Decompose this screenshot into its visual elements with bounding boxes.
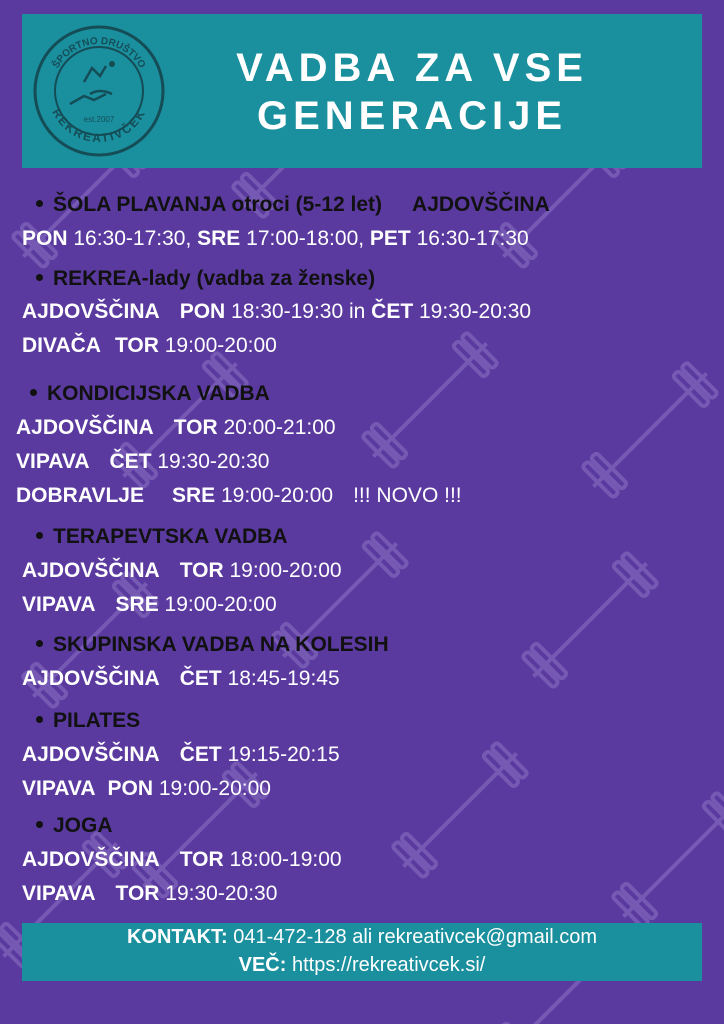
section-heading-conditioning: KONDICIJSKA VADBA — [30, 382, 270, 406]
barbell-icon — [388, 738, 532, 882]
schedule-row: VIPAVA TOR 19:30-20:30 — [22, 882, 278, 905]
section-heading-cycling: SKUPINSKA VADBA NA KOLESIH — [36, 633, 389, 657]
bullet-icon — [36, 532, 43, 539]
schedule-row: AJDOVŠČINA PON 18:30-19:30 in ČET 19:30-20:30 — [22, 300, 532, 323]
contact-value[interactable]: 041-472-128 ali rekreativcek@gmail.com — [227, 926, 598, 948]
barbell-icon — [608, 788, 724, 932]
website-link[interactable]: https://rekreativcek.si/ — [286, 954, 486, 976]
section-heading-pilates: PILATES — [36, 709, 140, 733]
bullet-icon — [36, 274, 43, 281]
schedule-row: DOBRAVLJE SRE 19:00-20:00 !!! NOVO !!! — [16, 484, 462, 507]
schedule-row: VIPAVA SRE 19:00-20:00 — [22, 593, 277, 616]
section-heading-therapeutic: TERAPEVTSKA VADBA — [36, 525, 288, 549]
schedule-row: VIPAVA PON 19:00-20:00 — [22, 777, 271, 800]
page-title — [172, 44, 652, 140]
barbell-icon — [358, 328, 502, 472]
barbell-icon — [578, 358, 722, 502]
schedule-row: AJDOVŠČINA ČET 19:15-20:15 — [22, 743, 340, 766]
schedule-row: AJDOVŠČINA TOR 18:00-19:00 — [22, 848, 342, 871]
bullet-icon — [36, 716, 43, 723]
contact-footer — [22, 923, 702, 981]
svg-text:REKREATIVČEK: REKREATIVČEK — [49, 106, 149, 146]
barbell-icon — [518, 548, 662, 692]
bullet-icon — [30, 389, 37, 396]
section-heading-yoga: JOGA — [36, 814, 113, 838]
svg-text:est.2007: est.2007 — [83, 115, 115, 124]
section-heading-swim-school: ŠOLA PLAVANJA otroci (5-12 let) AJDOVŠČINA — [36, 193, 550, 217]
schedule-row: PON 16:30-17:30, SRE 17:00-18:00, PET 16:30-17:30 — [22, 227, 529, 250]
bullet-icon — [36, 640, 43, 647]
bullet-icon — [36, 821, 43, 828]
new-badge: !!! NOVO !!! — [353, 484, 462, 507]
header-banner — [22, 14, 702, 168]
contact-row: KONTAKT: 041-472-128 ali rekreativcek@gmail.com — [126, 926, 598, 948]
section-heading-rekrea-lady: REKREA-lady (vadba za ženske) — [36, 267, 375, 291]
schedule-row: AJDOVŠČINA ČET 18:45-19:45 — [22, 667, 340, 690]
schedule-row: DIVAČA TOR 19:00-20:00 — [22, 334, 277, 357]
bullet-icon — [36, 200, 43, 207]
title-line-2: GENERACIJE — [256, 94, 568, 138]
schedule-row: AJDOVŠČINA TOR 20:00-21:00 — [16, 416, 336, 439]
schedule-row: AJDOVŠČINA TOR 19:00-20:00 — [22, 559, 342, 582]
schedule-row: VIPAVA ČET 19:30-20:30 — [16, 450, 270, 473]
svg-text:ŠPORTNO DRUŠTVO: ŠPORTNO DRUŠTVO — [50, 35, 148, 71]
title-line-1: VADBA ZA VSE — [236, 46, 588, 90]
club-logo-icon — [30, 22, 168, 160]
website-row: VEČ: https://rekreativcek.si/ — [238, 954, 486, 976]
